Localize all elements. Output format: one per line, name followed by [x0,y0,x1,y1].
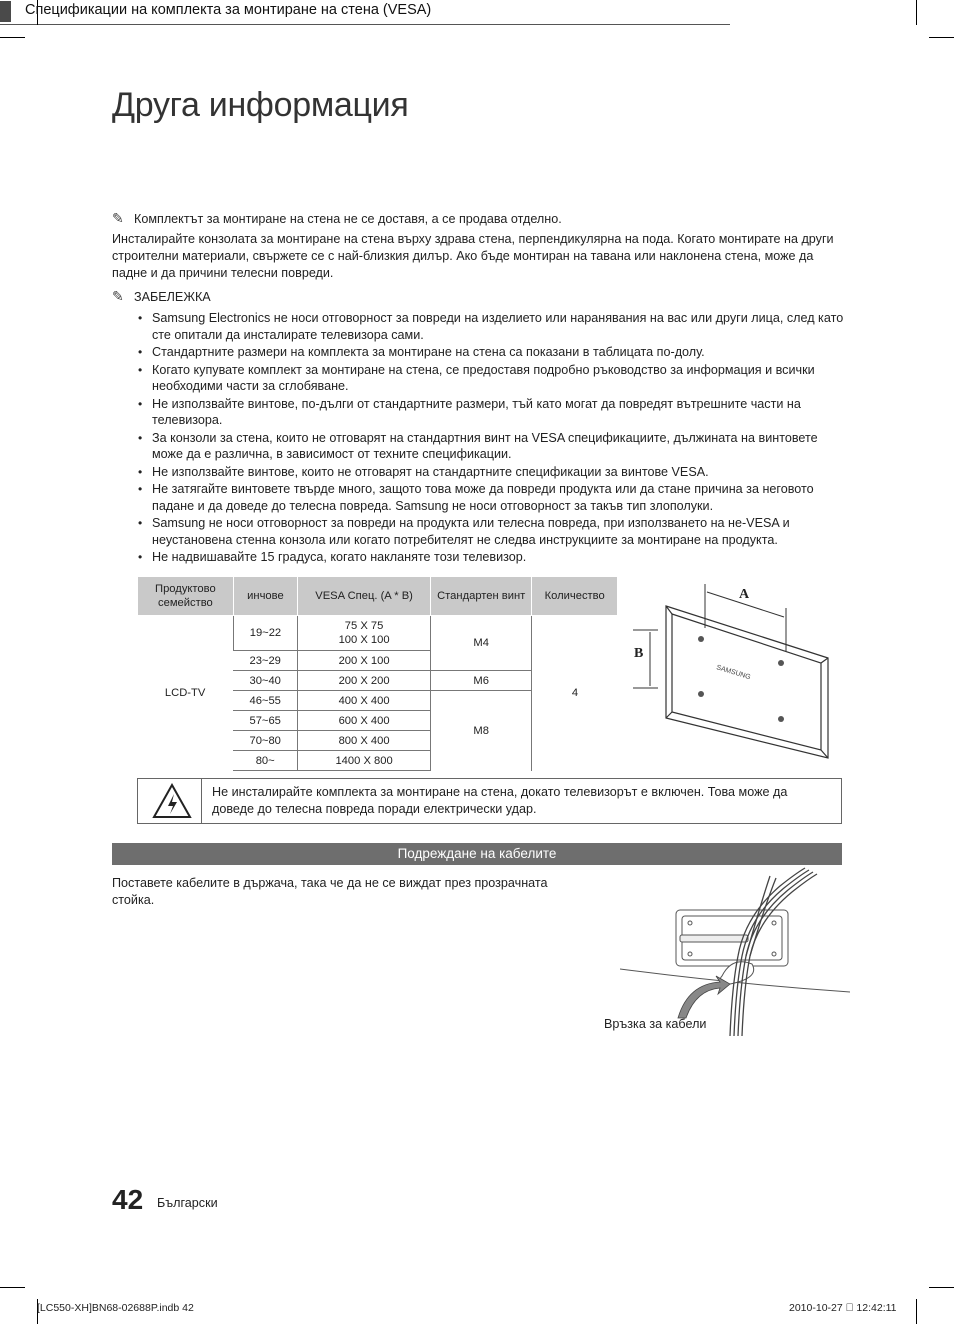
table-cell-inches: 19~22 [233,616,297,651]
table-cell-quantity: 4 [532,616,618,771]
vesa-value: 100 X 100 [338,634,390,646]
crop-mark [0,1287,25,1288]
footer-timestamp: 2010-10-27 ￿ 12:42:11 [789,1302,897,1314]
list-item: • Не затягайте винтовете твърде много, защото това може да повреди продукта или да стане причина за неговото падане и да доведе до телесна повреда. Samsung не носи отговорност за такъв тип злополуки. [112,481,847,514]
divider [201,779,202,823]
table-cell-inches: 46~55 [233,691,297,711]
list-item: • Не използвайте винтове, по-дълги от стандартните размери, тъй като могат да повредят вътрешните части на телевизора. [112,396,847,429]
brand-logo: SAMSUNG [715,664,752,682]
intro-paragraph: Инсталирайте конзолата за монтиране на стена върху здрава стена, перпендикулярна на пода. Когато монтирате на други строителни материали, свържете се с най-близкия дилър. Ако бъде монтиран на тавана или наклонена стена, може да падне и да причини телесни повреди. [112,232,834,280]
table-cell-inches: 80~ [233,751,297,771]
table-header: Стандартен винт [431,577,532,616]
intro-note [112,210,847,228]
table-cell-inches: 23~29 [233,651,297,671]
table-header: VESA Спец. (A * B) [298,577,431,616]
table-cell-inches: 30~40 [233,671,297,691]
heading-bar [0,1,11,22]
pencil-icon: ✎ [112,210,124,226]
cable-tie-label: Връзка за кабели [604,1017,707,1031]
vesa-spec-table [137,576,618,771]
table-header: Количество [532,577,618,616]
note-heading [112,288,847,306]
table-row [138,616,618,651]
list-item: • Samsung не носи отговорност за повреди на продукта или телесна повреда, при използването на не-VESA и неустановена стенна конзола или когато потребителят не следва инструкциите за монтиране на продукта. [112,515,847,548]
crop-mark [916,0,917,25]
warning-icon [152,783,192,819]
cable-section-header: Подреждане на кабелите [112,843,842,865]
table-cell-vesa: 1400 X 800 [298,751,431,771]
vesa-value: 75 X 75 [344,620,384,632]
table-cell-screw: M4 [431,616,532,671]
label-b: B [634,646,644,661]
table-cell-vesa: 800 X 400 [298,731,431,751]
table-cell-screw: M8 [431,691,532,771]
table-cell-vesa [298,616,431,651]
intro-note-text: Комплектът за монтиране на стена не се доставя, а се продава отделно. [134,212,562,226]
cable-illustration [620,866,850,1041]
crop-mark [916,1299,917,1324]
list-item: • Стандартните размери на комплекта за монтиране на стена са показани в таблицата по-долу. [112,344,847,361]
notes-list [112,310,847,567]
list-item: • Samsung Electronics не носи отговорност за повреди на изделието или наранявания на вас или други лица, след като сте опитали да инсталирате телевизора сами. [112,310,847,343]
list-item: • За конзоли за стена, които не отговарят на стандартния винт на VESA спецификациите, дължината на винтовете може да е различна, в зависимост от техните спецификации. [112,430,847,463]
list-item: • Не надвишавайте 15 градуса, когато накланяте този телевизор. [112,549,847,566]
table-cell-vesa: 600 X 400 [298,711,431,731]
label-a: A [739,587,750,602]
table-cell-inches: 57~65 [233,711,297,731]
crop-mark [929,1287,954,1288]
table-header: инчове [233,577,297,616]
footer-file-info: [LC550-XH]BN68-02688P.indb 42 [37,1302,194,1314]
note-heading-text: ЗАБЕЛЕЖКА [134,290,211,304]
list-item: • Когато купувате комплект за монтиране на стена, се предоставя подробно ръководство за информация и всички необходими части за сглобяване. [112,362,847,395]
section-heading [0,0,730,25]
section-title: Спецификации на комплекта за монтиране на стена (VESA) [25,2,432,18]
warning-box [137,778,842,824]
vesa-diagram [628,578,833,763]
table-cell-vesa: 400 X 400 [298,691,431,711]
pencil-icon: ✎ [112,288,124,304]
language-label: Български [157,1196,218,1210]
table-header: Продуктово семейство [138,577,234,616]
table-cell-vesa: 200 X 200 [298,671,431,691]
cable-instructions: Поставете кабелите в държача, така че да не се виждат през прозрачната стойка. [112,876,548,907]
list-item: • Не използвайте винтове, които не отговарят на стандартните спецификации за винтове VESA. [112,464,847,481]
page-number: 42 [112,1184,144,1215]
table-cell-vesa: 200 X 100 [298,651,431,671]
table-cell-inches: 70~80 [233,731,297,751]
table-cell-family: LCD-TV [138,616,234,771]
warning-text: Не инсталирайте комплекта за монтиране на стена, докато телевизорът е включен. Това може да доведе до телесна повреда поради електрически удар. [212,785,788,816]
crop-mark [0,37,25,38]
crop-mark [929,37,954,38]
table-cell-screw: M6 [431,671,532,691]
page-title: Друга информация [112,86,409,124]
